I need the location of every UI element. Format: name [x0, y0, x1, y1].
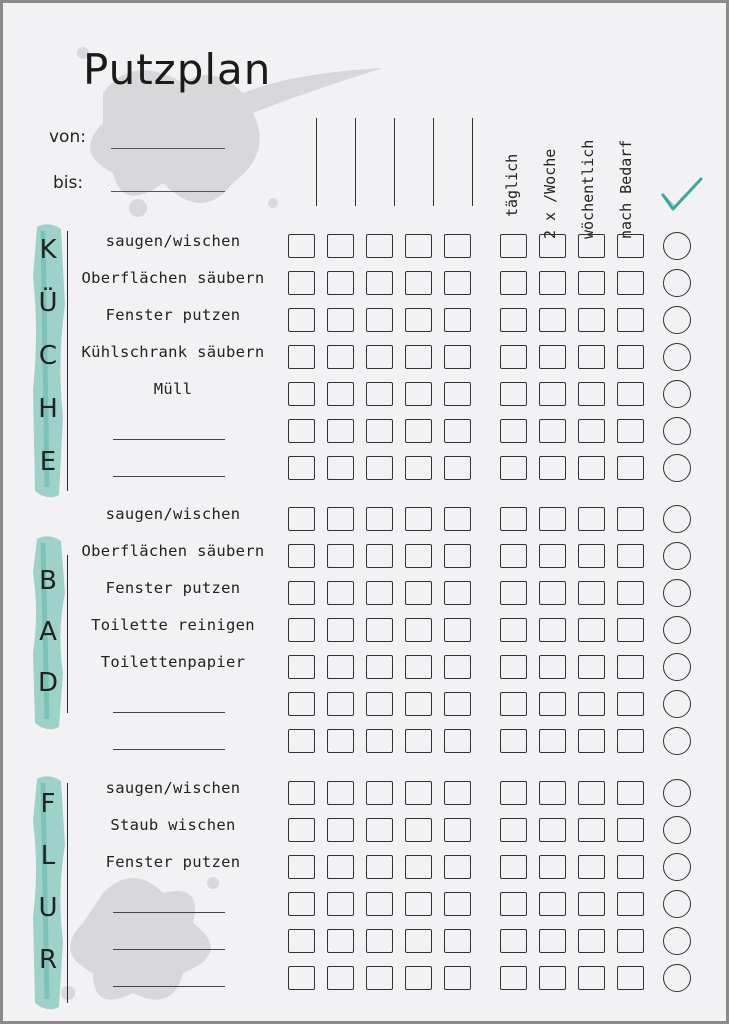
task-label: Müll	[153, 380, 193, 398]
page-title: Putzplan	[83, 45, 272, 94]
date-checkbox[interactable]	[288, 966, 315, 990]
date-checkbox[interactable]	[288, 781, 315, 805]
date-checkbox[interactable]	[405, 855, 432, 879]
frequency-checkbox[interactable]	[578, 781, 605, 805]
date-checkbox[interactable]	[327, 818, 354, 842]
done-circle[interactable]	[663, 890, 691, 918]
task-label: Toilettenpapier	[100, 653, 246, 671]
section-letter: U	[38, 893, 58, 923]
frequency-checkbox[interactable]	[500, 781, 527, 805]
frequency-checkbox[interactable]	[500, 892, 527, 916]
task-blank-line[interactable]	[113, 912, 225, 913]
frequency-checkbox[interactable]	[617, 818, 644, 842]
section-letter: L	[40, 841, 56, 871]
date-checkbox[interactable]	[366, 818, 393, 842]
frequency-checkbox[interactable]	[617, 855, 644, 879]
date-checkbox[interactable]	[405, 781, 432, 805]
date-checkbox[interactable]	[327, 892, 354, 916]
frequency-checkbox[interactable]	[617, 781, 644, 805]
frequency-checkbox[interactable]	[617, 929, 644, 953]
date-checkbox[interactable]	[288, 892, 315, 916]
frequency-checkbox[interactable]	[578, 855, 605, 879]
date-checkbox[interactable]	[366, 892, 393, 916]
date-checkbox[interactable]	[366, 855, 393, 879]
date-checkbox[interactable]	[327, 855, 354, 879]
section-letter: C	[38, 341, 58, 371]
section-letter: Ü	[38, 288, 58, 318]
date-checkbox[interactable]	[444, 855, 471, 879]
cleaning-plan-page	[3, 3, 726, 1021]
section-flur	[3, 3, 726, 1021]
to-label: bis:	[53, 173, 84, 193]
date-checkbox[interactable]	[327, 929, 354, 953]
date-checkbox[interactable]	[444, 929, 471, 953]
date-checkbox[interactable]	[405, 966, 432, 990]
date-checkbox[interactable]	[366, 781, 393, 805]
date-checkbox[interactable]	[327, 781, 354, 805]
task-label: saugen/wischen	[105, 505, 241, 523]
task-label: saugen/wischen	[105, 779, 241, 797]
done-circle[interactable]	[663, 927, 691, 955]
frequency-checkbox[interactable]	[500, 818, 527, 842]
section-letter: F	[40, 789, 56, 819]
frequency-checkbox[interactable]	[539, 966, 566, 990]
task-label: Staub wischen	[110, 816, 236, 834]
done-circle[interactable]	[663, 779, 691, 807]
date-checkbox[interactable]	[444, 818, 471, 842]
done-circle[interactable]	[663, 816, 691, 844]
date-checkbox[interactable]	[405, 929, 432, 953]
task-label: Oberflächen säubern	[81, 542, 265, 560]
date-checkbox[interactable]	[366, 966, 393, 990]
date-checkbox[interactable]	[405, 892, 432, 916]
frequency-checkbox[interactable]	[539, 818, 566, 842]
section-letter: A	[39, 617, 57, 647]
done-circle[interactable]	[663, 964, 691, 992]
date-checkbox[interactable]	[444, 781, 471, 805]
from-label: von:	[49, 127, 86, 147]
section-letter: B	[39, 566, 57, 596]
header-weekly: wöchentlich	[579, 139, 597, 239]
date-checkbox[interactable]	[288, 818, 315, 842]
task-label: Toilette reinigen	[91, 616, 255, 634]
header-twice-weekly: 2 x /Woche	[541, 148, 559, 239]
done-circle[interactable]	[663, 853, 691, 881]
date-checkbox[interactable]	[444, 966, 471, 990]
task-label: Fenster putzen	[105, 853, 241, 871]
frequency-checkbox[interactable]	[500, 966, 527, 990]
frequency-checkbox[interactable]	[578, 892, 605, 916]
task-blank-line[interactable]	[113, 949, 225, 950]
frequency-checkbox[interactable]	[578, 929, 605, 953]
date-checkbox[interactable]	[288, 855, 315, 879]
frequency-checkbox[interactable]	[617, 892, 644, 916]
frequency-checkbox[interactable]	[617, 966, 644, 990]
frequency-checkbox[interactable]	[539, 929, 566, 953]
task-label: Fenster putzen	[105, 306, 241, 324]
frequency-checkbox[interactable]	[500, 929, 527, 953]
section-letter: H	[38, 394, 58, 424]
date-checkbox[interactable]	[327, 966, 354, 990]
header-as-needed: nach Bedarf	[617, 139, 635, 239]
frequency-checkbox[interactable]	[578, 818, 605, 842]
frequency-checkbox[interactable]	[539, 892, 566, 916]
frequency-checkbox[interactable]	[539, 781, 566, 805]
task-label: Kühlschrank säubern	[81, 343, 265, 361]
frequency-checkbox[interactable]	[500, 855, 527, 879]
task-label: Fenster putzen	[105, 579, 241, 597]
task-blank-line[interactable]	[113, 986, 225, 987]
date-checkbox[interactable]	[444, 892, 471, 916]
section-letter: R	[38, 945, 58, 975]
task-label: saugen/wischen	[105, 232, 241, 250]
section-letter: E	[39, 447, 57, 477]
task-label: Oberflächen säubern	[81, 269, 265, 287]
section-letter: K	[39, 235, 57, 265]
frequency-checkbox[interactable]	[578, 966, 605, 990]
date-checkbox[interactable]	[405, 818, 432, 842]
date-checkbox[interactable]	[366, 929, 393, 953]
header-daily: täglich	[503, 153, 521, 217]
frequency-checkbox[interactable]	[539, 855, 566, 879]
date-checkbox[interactable]	[288, 929, 315, 953]
section-letter: D	[37, 668, 59, 698]
